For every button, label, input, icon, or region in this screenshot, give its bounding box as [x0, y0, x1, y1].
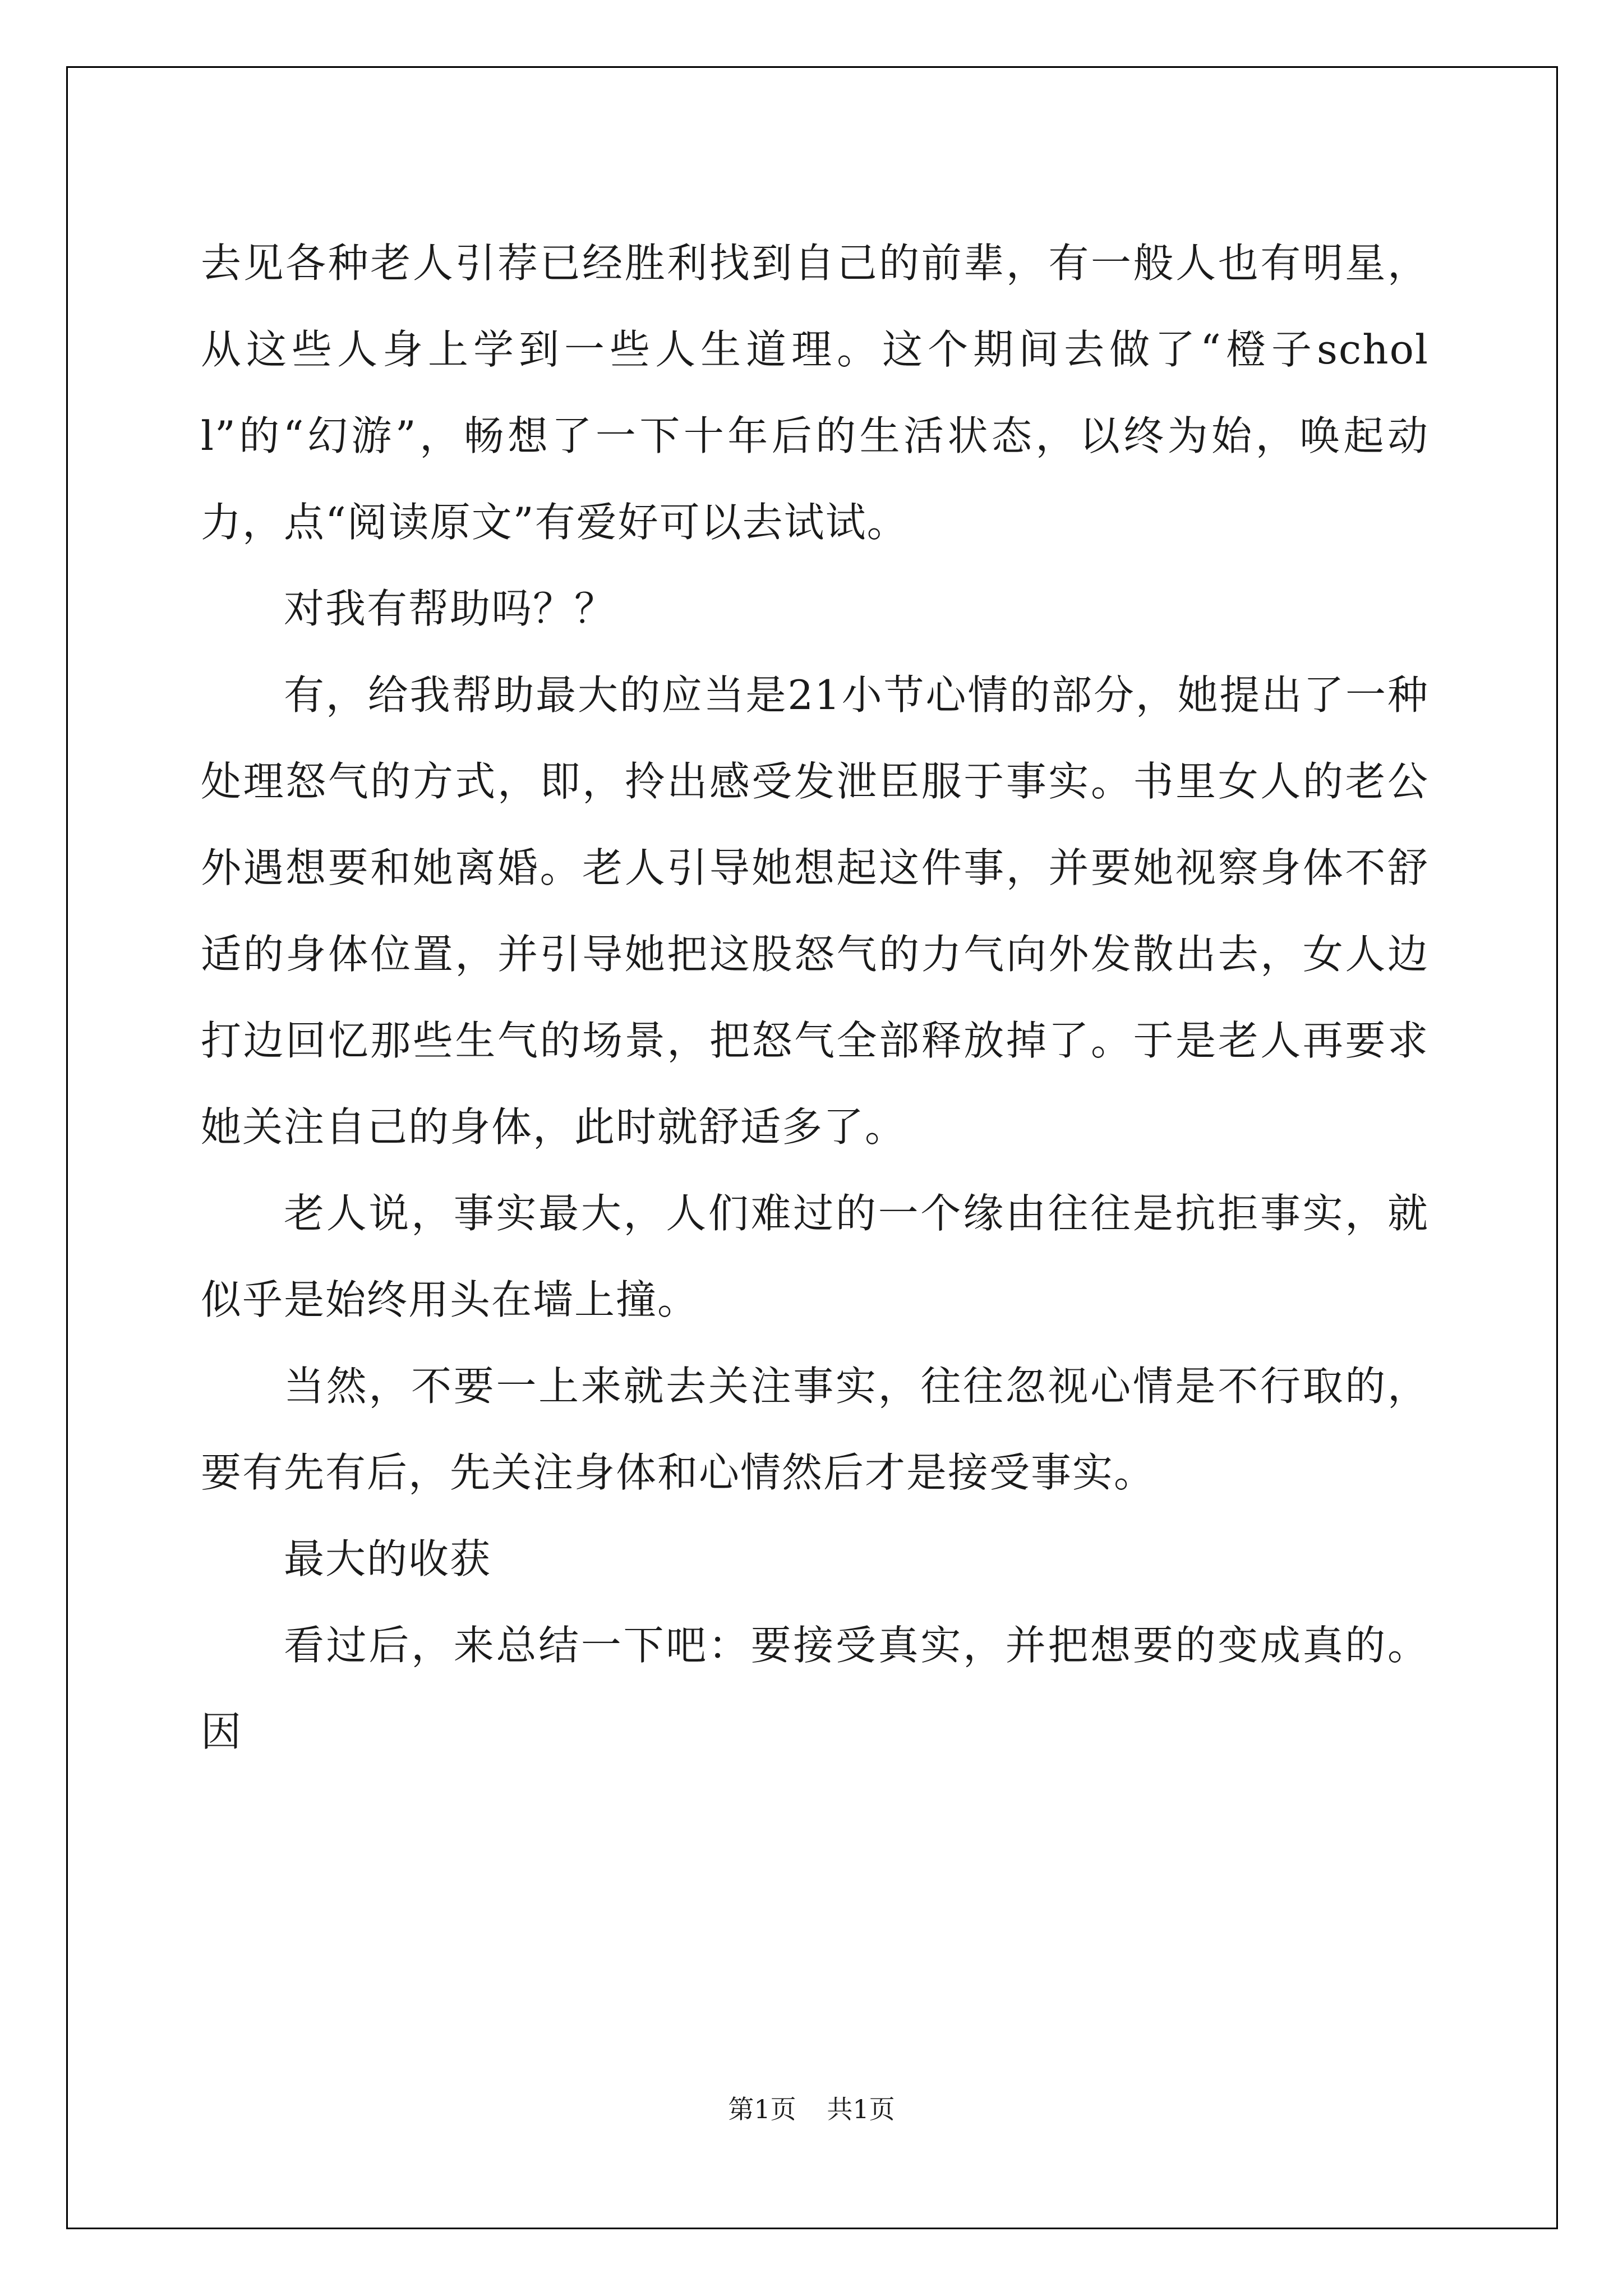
- paragraph-accept-facts: 老人说，事实最大，人们难过的一个缘由往往是抗拒事实，就似乎是始终用头在墙上撞。: [201, 1190, 1429, 1323]
- paragraph-question-heading: 对我有帮助吗？？: [284, 585, 616, 632]
- paragraph-summary: 看过后，来总结一下吧：要接受真实，并把想要的变成真的。因: [201, 1622, 1429, 1755]
- document-body: [201, 220, 1429, 1775]
- page-total: 共1页: [827, 2094, 895, 2124]
- paragraph-anger-method: 有，给我帮助最大的应当是21小节心情的部分，她提出了一种处理怒气的方式，即，拎出感受发泄臣服于事实。书里女人的老公外遇想要和她离婚。老人引导她想起这件事，并要她视察身体不舒适的身体位置，并引导她把这股怒气的力气向外发散出去，女人边打边回忆那些生气的场景，把怒气全部释放掉了。于是老人再要求她关注自己的身体，此时就舒适多了。: [201, 671, 1429, 1151]
- paragraph-order: 当然，不要一上来就去关注事实，往往忽视心情是不行取的，要有先有后，先关注身体和心情然后才是接受事实。: [201, 1363, 1429, 1496]
- paragraph-continued: 去见各种老人引荐已经胜利找到自己的前辈，有一般人也有明星，从这些人身上学到一些人生道理。这个期间去做了“橙子scholl”的“幻游”，畅想了一下十年后的生活状态，以终为始，唤起动力，点“阅读原文”有爱好可以去试试。: [201, 240, 1429, 546]
- page-number: 第1页: [728, 2094, 796, 2124]
- paragraph-biggest-gain-heading: 最大的收获: [284, 1535, 492, 1582]
- page-footer: [0, 2092, 1623, 2126]
